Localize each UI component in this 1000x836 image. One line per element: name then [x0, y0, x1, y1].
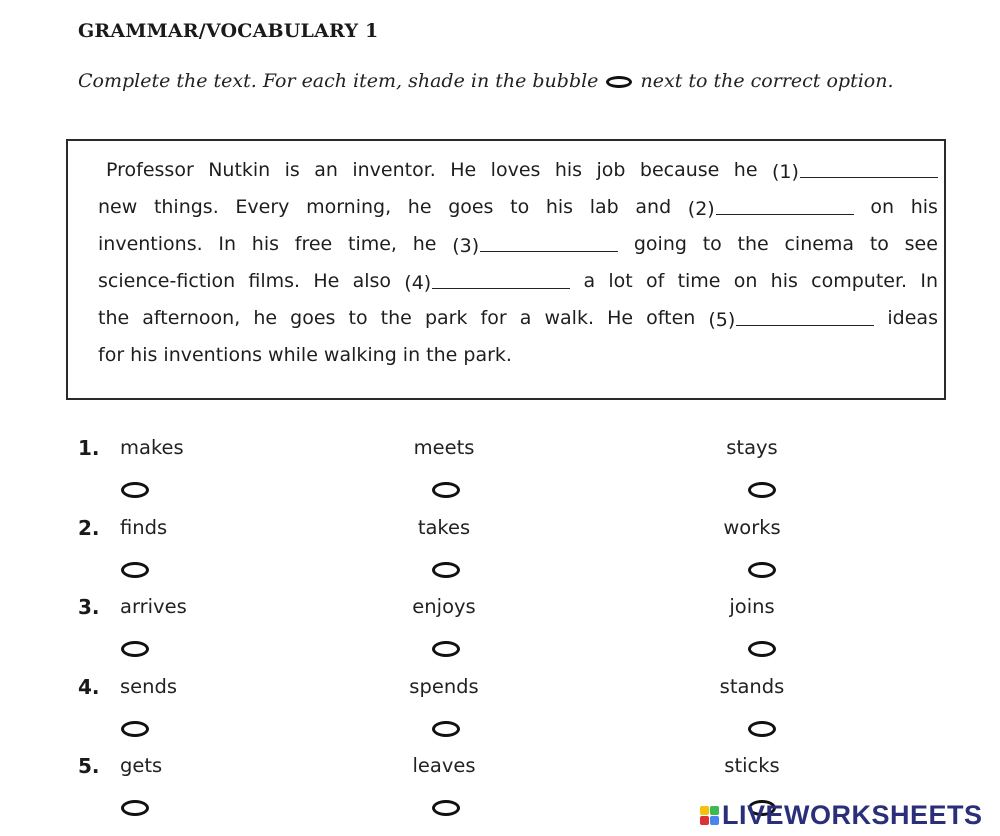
- blank-line: [716, 192, 854, 215]
- question-4: [0, 675, 1000, 755]
- option-label: arrives: [120, 595, 187, 618]
- passage-line: [98, 192, 938, 229]
- blank-line: [480, 229, 618, 252]
- answer-bubble[interactable]: [121, 641, 149, 657]
- passage-word: computer.: [811, 270, 908, 292]
- blank-label: (5): [708, 309, 736, 331]
- passage-word: for: [480, 307, 507, 329]
- brand-grid-icon: [700, 806, 719, 825]
- blank-label: (4): [404, 272, 432, 294]
- passage-word: He: [450, 159, 477, 181]
- brand-square: [710, 816, 719, 825]
- passage-word: he: [412, 233, 437, 255]
- passage-word: ideas: [887, 307, 938, 329]
- option-label: gets: [120, 754, 163, 777]
- question-1: [0, 436, 1000, 516]
- blank-line: [432, 266, 570, 289]
- passage-word: In: [920, 270, 938, 292]
- passage-word: his: [554, 159, 583, 181]
- passage-word: an: [314, 159, 338, 181]
- answer-options: [0, 436, 1000, 834]
- answer-bubble[interactable]: [748, 482, 776, 498]
- blank-label: (1): [771, 161, 799, 183]
- passage-word: a: [583, 270, 596, 292]
- answer-bubble[interactable]: [748, 721, 776, 737]
- passage-word: the: [737, 233, 769, 255]
- blank-label: (2): [687, 198, 715, 220]
- option-label: works: [723, 515, 781, 539]
- question-number: 2.: [78, 515, 100, 540]
- passage-word: see: [904, 233, 938, 255]
- blank-5: [708, 303, 874, 340]
- passage-word: In: [218, 233, 237, 255]
- passage-line: [98, 155, 938, 192]
- blank-2: [688, 192, 854, 229]
- option-label: takes: [417, 515, 471, 539]
- passage-word: his: [545, 196, 574, 218]
- question-number: 3.: [78, 595, 100, 619]
- passage-word: things.: [153, 196, 219, 218]
- brand-text: LIVEWORKSHEETS: [722, 799, 983, 830]
- passage-word: to: [510, 196, 530, 218]
- passage-word: going: [633, 233, 687, 255]
- example-bubble-icon: [606, 76, 632, 88]
- option-label: joins: [729, 595, 775, 618]
- liveworksheets-logo[interactable]: [700, 800, 983, 830]
- passage-line: [98, 340, 938, 377]
- passage-word: lab: [589, 196, 619, 218]
- blank-line: [736, 303, 874, 326]
- passage-word: Every: [235, 196, 290, 218]
- passage-word: he: [253, 307, 278, 329]
- passage-word: to: [348, 307, 368, 329]
- passage-word: he: [407, 196, 432, 218]
- option-label: enjoys: [412, 595, 476, 618]
- passage-box: [66, 139, 946, 400]
- passage-line: [98, 303, 938, 340]
- passage-line: [98, 229, 938, 266]
- passage-word: often: [646, 307, 696, 329]
- passage-word: lot: [608, 270, 633, 292]
- brand-square: [700, 806, 709, 815]
- question-2: [0, 516, 1000, 596]
- passage-word: films.: [248, 270, 301, 292]
- blank-3: [452, 229, 618, 266]
- answer-bubble[interactable]: [432, 800, 460, 816]
- passage-word: science-fiction: [98, 270, 236, 292]
- passage-word: also: [352, 270, 392, 292]
- passage-word: time,: [348, 233, 397, 255]
- blank-line: [800, 155, 938, 178]
- passage-word: is: [284, 159, 300, 181]
- question-number: 4.: [78, 674, 100, 699]
- blank-4: [404, 266, 570, 303]
- passage-word: the: [98, 307, 130, 329]
- blank-1: [772, 155, 938, 192]
- instructions: [78, 68, 898, 94]
- answer-bubble[interactable]: [432, 562, 460, 578]
- passage-word: job: [596, 159, 626, 181]
- answer-bubble[interactable]: [748, 562, 776, 578]
- option-label: finds: [120, 515, 168, 539]
- answer-bubble[interactable]: [432, 641, 460, 657]
- passage-word: and: [635, 196, 672, 218]
- answer-bubble[interactable]: [432, 482, 460, 498]
- passage-word: on: [733, 270, 758, 292]
- passage-word: new: [98, 196, 138, 218]
- passage-word: Professor: [106, 159, 194, 181]
- passage-line: [98, 266, 938, 303]
- passage-word: he: [733, 159, 758, 181]
- answer-bubble[interactable]: [432, 721, 460, 737]
- passage-word: the: [380, 307, 412, 329]
- passage-word: cinema: [784, 233, 855, 255]
- passage-word: inventions.: [98, 233, 203, 255]
- passage-word: free: [294, 233, 333, 255]
- passage-word: inventor.: [352, 159, 436, 181]
- passage-word: a: [519, 307, 532, 329]
- option-label: stands: [719, 674, 785, 698]
- passage-word: his: [770, 270, 798, 292]
- passage-word: time: [677, 270, 721, 292]
- option-label: leaves: [412, 754, 476, 777]
- passage-text: [98, 155, 938, 377]
- passage-word: park: [424, 307, 468, 329]
- question-3: [0, 595, 1000, 675]
- passage-word: loves: [490, 159, 541, 181]
- passage-last-line: for his inventions while walking in the park.: [98, 344, 512, 366]
- passage-word: goes: [448, 196, 494, 218]
- answer-bubble[interactable]: [748, 641, 776, 657]
- passage-word: to: [702, 233, 722, 255]
- option-label: sticks: [724, 754, 780, 777]
- blank-label: (3): [452, 235, 480, 257]
- instructions-text-after: next to the correct option.: [640, 70, 894, 92]
- passage-word: He: [607, 307, 634, 329]
- brand-square: [710, 806, 719, 815]
- worksheet-title: GRAMMAR/VOCABULARY 1: [78, 20, 379, 42]
- passage-word: his: [251, 233, 280, 255]
- passage-word: goes: [290, 307, 336, 329]
- answer-bubble[interactable]: [121, 562, 149, 578]
- question-number: 5.: [78, 754, 100, 778]
- instructions-text-before: Complete the text. For each item, shade in the bubble: [78, 70, 599, 92]
- brand-square: [700, 816, 709, 825]
- option-label: spends: [409, 674, 479, 698]
- option-label: sends: [120, 674, 178, 698]
- passage-word: on: [870, 196, 895, 218]
- option-label: meets: [413, 436, 475, 459]
- passage-word: of: [645, 270, 665, 292]
- passage-word: He: [313, 270, 340, 292]
- passage-word: to: [869, 233, 889, 255]
- passage-word: afternoon,: [142, 307, 241, 329]
- question-number: 1.: [78, 436, 100, 460]
- option-label: makes: [120, 436, 184, 459]
- passage-word: because: [639, 159, 720, 181]
- passage-word: morning,: [306, 196, 392, 218]
- passage-word: walk.: [544, 307, 594, 329]
- answer-bubble[interactable]: [121, 721, 149, 737]
- passage-word: his: [910, 196, 938, 218]
- option-label: stays: [726, 436, 778, 459]
- answer-bubble[interactable]: [121, 482, 149, 498]
- passage-word: Nutkin: [208, 159, 271, 181]
- answer-bubble[interactable]: [121, 800, 149, 816]
